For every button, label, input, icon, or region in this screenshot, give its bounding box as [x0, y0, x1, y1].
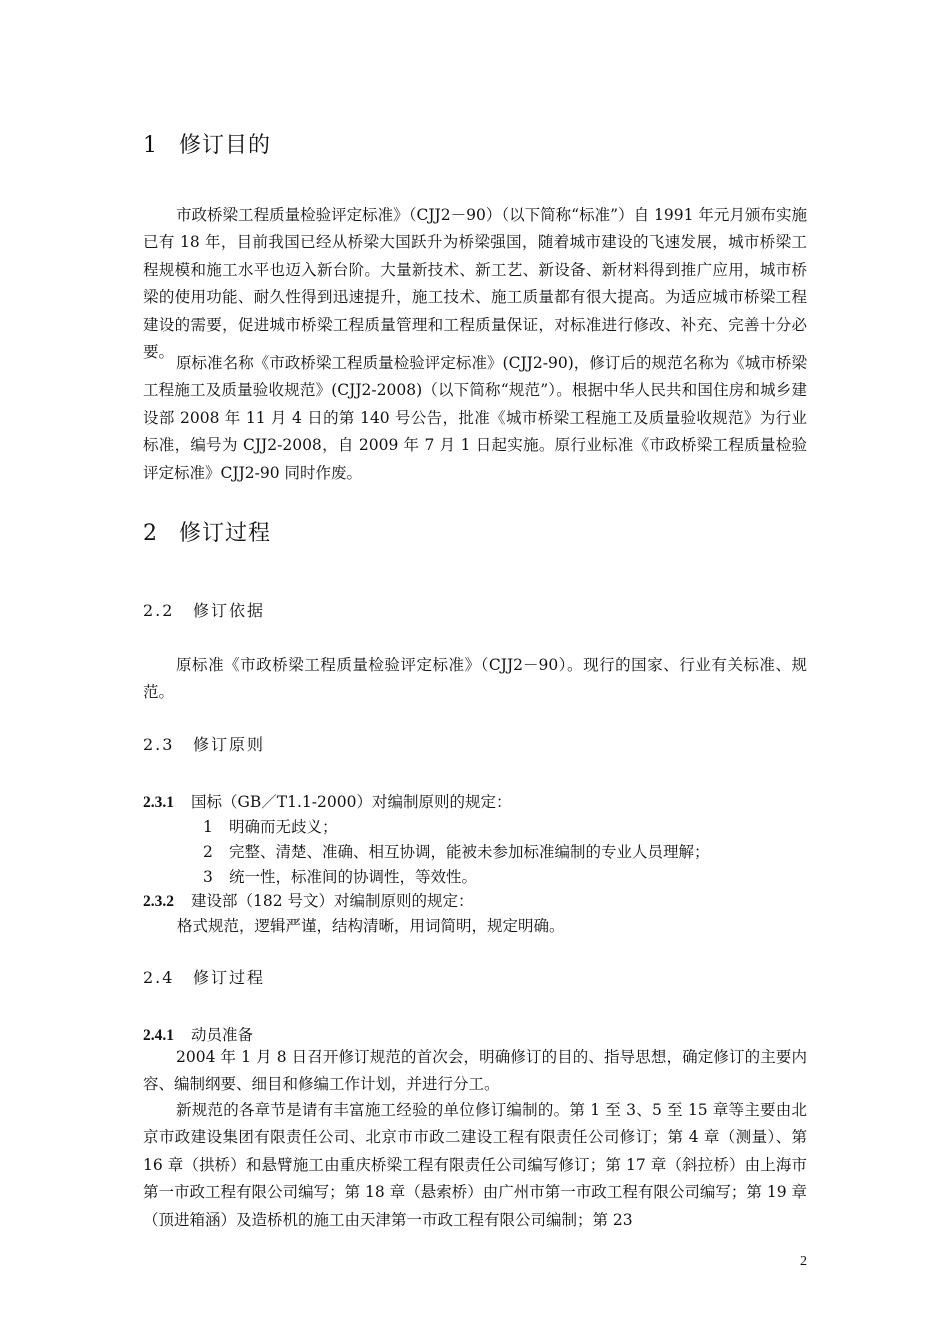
section-heading-2: 2 修订过程 — [143, 521, 272, 546]
paragraph-standard-name: 原标准名称《市政桥梁工程质量检验评定标准》(CJJ2-90)，修订后的规范名称为《城市桥梁工程施工及质量验收规范》(CJJ2-2008)（以下简称“规范”）。根据中华人民共和国住房和城乡建设部 2008 年 11 月 4 日的第 140 号公告，批准《城市桥梁工程施工及质量验收规范》为行业标准，编号为 CJJ2-2008，自 2009 年 7 月 1 日起实施。原行业标准《市政桥梁工程质量检验评定标准》CJJ2-90 同时作废。 — [143, 354, 807, 482]
list-item: 3 统一性，标准间的协调性，等效性。 — [203, 868, 478, 886]
paragraph-chapter-assignment: 新规范的各章节是请有丰富施工经验的单位修订编制的。第 1 至 3、5 至 15 章等主要由北京市政建设集团有限责任公司、北京市市政二建设工程有限责任公司修订；第 4 章（测量）、第 16 章（拱桥）和悬臂施工由重庆桥梁工程有限责任公司编写修订；第 17 章（斜拉桥）由上海市第一市政工程有限公司编写；第 18 章（悬索桥）由广州市第一市政工程有限公司编写；第 19 章（顶进箱涵）及造桥机的施工由天津第一市政工程有限公司编制；第 23 — [143, 1101, 807, 1229]
clause-2-3-2-body: 格式规范，逻辑严谨，结构清晰，用词简明，规定明确。 — [177, 917, 565, 935]
subsection-heading-2-4: 2.4 修订过程 — [143, 968, 266, 987]
page-number: 2 — [800, 1254, 807, 1269]
list-item: 1 明确而无歧义； — [203, 818, 338, 836]
list-item: 2 完整、清楚、准确、相互协调，能被未参加标准编制的专业人员理解； — [203, 843, 710, 861]
subsection-heading-2-3: 2.3 修订原则 — [143, 735, 266, 754]
paragraph-purpose: 市政桥梁工程质量检验评定标准》（CJJ2－90）（以下简称“标准”）自 1991 年元月颁布实施已有 18 年，目前我国已经从桥梁大国跃升为桥梁强国，随着城市建设的飞速发展，城市桥梁工程规模和施工水平也迈入新台阶。大量新技术、新工艺、新设备、新材料得到推广应用，城市桥梁的使用功能、耐久性得到迅速提升，施工技术、施工质量都有很大提高。为适应城市桥梁工程建设的需要，促进城市桥梁工程质量管理和工程质量保证，对标准进行修改、补充、完善十分必要。 — [143, 206, 807, 362]
clause-2-3-2: 2.3.2 建设部（182 号文）对编制原则的规定： — [143, 892, 474, 910]
paragraph-basis: 原标准《市政桥梁工程质量检验评定标准》（CJJ2－90）。现行的国家、行业有关标准、规范。 — [143, 656, 807, 702]
subsection-heading-2-2: 2.2 修订依据 — [143, 601, 266, 620]
clause-2-4-1: 2.4.1 动员准备 — [143, 1026, 254, 1044]
clause-2-3-1: 2.3.1 国标（GB／T1.1-2000）对编制原则的规定： — [143, 793, 512, 811]
section-heading-1: 1 修订目的 — [143, 133, 272, 158]
paragraph-mobilization: 2004 年 1 月 8 日召开修订规范的首次会，明确修订的目的、指导思想，确定修订的主要内容、编制纲要、细目和修编工作计划，并进行分工。 — [143, 1048, 807, 1094]
